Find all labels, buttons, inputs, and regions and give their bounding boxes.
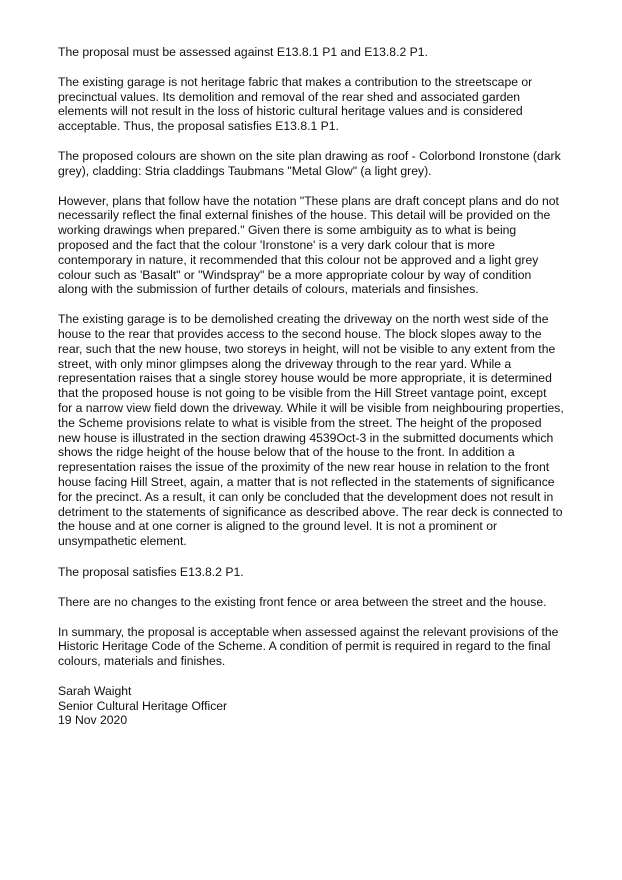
paragraph-proposed-colours: The proposed colours are shown on the site plan drawing as roof - Colorbond Ironstone (dark grey), cladding: Stria claddings Taubmans "Metal Glow" (a light grey).	[58, 148, 561, 178]
signature-title: Senior Cultural Heritage Officer	[58, 698, 228, 713]
signature-block	[58, 684, 564, 728]
paragraph-assessment-criteria: The proposal must be assessed against E13.8.1 P1 and E13.8.2 P1.	[58, 45, 428, 59]
signature-date: 19 Nov 2020	[58, 713, 128, 728]
paragraph-satisfies-e13-8-2: The proposal satisfies E13.8.2 P1.	[58, 564, 244, 579]
paragraph-garage-demolition: The existing garage is not heritage fabric that makes a contribution to the streetscape or precinctual values. Its demolition and removal of the rear shed and associated garden elements will not result in the loss of historic cultural heritage values and is considered acceptable. Thus, the proposal satisfies E13.8.1 P1.	[58, 74, 533, 134]
paragraph-driveway-visibility: The existing garage is to be demolished creating the driveway on the north west side of the house to the rear that provides access to the second house. The block slopes away to the rear, such that the new house, two storeys in height, will not be visible to any extent from the street, with only minor glimpses along the driveway through to the rear yard. While a representation raises that a single storey house would be more appropriate, it is determined that the proposed house is not going to be visible from the Hill Street vantage point, except for a narrow view field down the driveway. While it will be visible from neighbouring properties, the Scheme provisions relate to what is visible from the street. The height of the proposed new house is illustrated in the section drawing 4539Oct-3 in the submitted documents which shows the ridge height of the house below that of the house to the front. In addition a representation raises the issue of the proximity of the new rear house in relation to the front house facing Hill Street, again, a matter that is not reflected in the statements of significance for the precinct. As a result, it can only be concluded that the development does not result in detriment to the statements of significance as described above. The rear deck is connected to the house and at one corner is aligned to the ground level. It is not a prominent or unsympathetic element.	[58, 312, 564, 549]
paragraph-front-fence: There are no changes to the existing front fence or area between the street and the house.	[58, 594, 547, 609]
paragraph-draft-plans-notation: However, plans that follow have the notation "These plans are draft concept plans and do not necessarily reflect the final external finishes of the house. This detail will be provided on the working drawings when prepared." Given there is some ambiguity as to what is being proposed and the fact that the colour 'Ironstone' is a very dark colour that is more contemporary in nature, it recommended that this colour not be approved and a light grey colour such as 'Basalt" or "Windspray" be a more appropriate colour by way of condition along with the submission of further details of colours, materials and finsishes.	[58, 193, 559, 297]
signature-name: Sarah Waight	[58, 683, 132, 698]
paragraph-summary: In summary, the proposal is acceptable when assessed against the relevant provisions of the Historic Heritage Code of the Scheme. A condition of permit is required in regard to the final colours, materials and finishes.	[58, 624, 559, 669]
